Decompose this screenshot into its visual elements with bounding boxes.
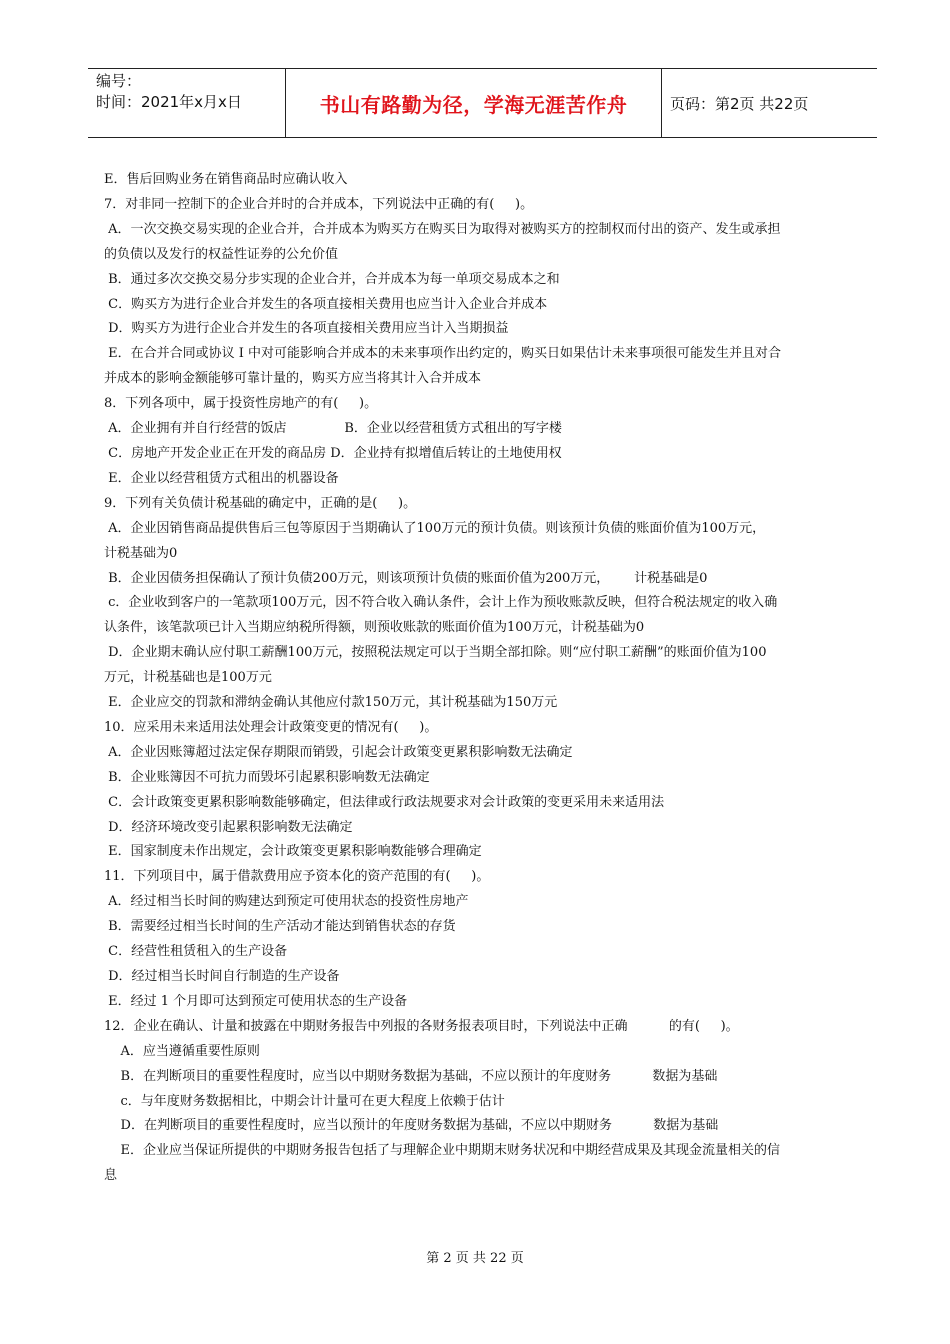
text-line: 息 [104,1168,118,1184]
text-line: 8．下列各项中，属于投资性房地产的有( )。 [104,396,378,412]
text-line: A．一次交换交易实现的企业合并，合并成本为购买方在购买日为取得对被购买方的控制权而付出的资产、发生或承担 [104,221,781,237]
text-line: C．经营性租赁租入的生产设备 [104,944,288,960]
text-line: 10．应采用未来适用法处理会计政策变更的情况有( )。 [104,719,438,735]
question-content [104,168,864,1189]
page-header [88,68,877,138]
text-line: A．企业因销售商品提供售后三包等原因于当期确认了100万元的预计负债。则该预计负债的账面价值为100万元， [104,520,766,536]
text-line: 11．下列项目中，属于借款费用应予资本化的资产范围的有( )。 [104,869,490,885]
text-line: 认条件，该笔款项已计入当期应纳税所得额，则预收账款的账面价值为100万元，计税基础为0 [104,620,645,636]
text-line: B．企业账簿因不可抗力而毁坏引起累积影响数无法确定 [104,769,430,785]
text-line: A．企业因账簿超过法定保存期限而销毁，引起会计政策变更累积影响数无法确定 [104,744,573,760]
text-line: B．需要经过相当长时间的生产活动才能达到销售状态的存货 [104,919,456,935]
text-line: 7．对非同一控制下的企业合并时的合并成本，下列说法中正确的有( )。 [104,196,534,212]
text-line: E．经过 1 个月即可达到预定可使用状态的生产设备 [104,993,408,1009]
text-line: A．经过相当长时间的购建达到预定可使用状态的投资性房地产 [104,894,469,910]
text-line: 9．下列有关负债计税基础的确定中，正确的是( )。 [104,495,417,511]
text-line: A．应当遵循重要性原则 [104,1043,260,1059]
text-line: 的负债以及发行的权益性证券的公允价值 [104,246,339,262]
text-line: E．企业以经营租赁方式租出的机器设备 [104,470,339,486]
page-footer: 第 2 页 共 22 页 [426,1251,524,1266]
text-line: 12．企业在确认、计量和披露在中期财务报告中列报的各财务报表项目时，下列说法中正确 的有( )。 [104,1018,739,1034]
text-line: D．经过相当长时间自行制造的生产设备 [104,969,340,984]
text-line: D．在判断项目的重要性程度时，应当以预计的年度财务数据为基础，不应以中期财务 数据为基础 [104,1118,719,1134]
header-page-number: 页码：第2页 共22页 [670,94,809,113]
text-line: B．通过多次交换交易分步实现的企业合并，合并成本为每一单项交易成本之和 [104,271,560,287]
text-line: B．企业因债务担保确认了预计负债200万元，则该项预计负债的账面价值为200万元， 计税基础是0 [104,570,708,586]
text-line: A．企业拥有并自行经营的饭店 B．企业以经营租赁方式租出的写字楼 [104,421,562,437]
text-line: 计税基础为0 [104,545,178,561]
text-line: D．经济环境改变引起累积影响数无法确定 [104,819,353,835]
text-line: 并成本的影响金额能够可靠计量的，购买方应当将其计入合并成本 [104,371,482,387]
header-motto: 书山有路勤为径，学海无涯苦作舟 [286,69,662,137]
text-line: D．购买方为进行企业合并发生的各项直接相关费用应当计入当期损益 [104,321,509,337]
text-line: 万元，计税基础也是100万元 [104,670,272,686]
header-meta [88,69,286,137]
text-line: E．企业应交的罚款和滞纳金确认其他应付款150万元，其计税基础为150万元 [104,695,558,711]
text-line: B．在判断项目的重要性程度时，应当以中期财务数据为基础，不应以预计的年度财务 数据为基础 [104,1068,718,1084]
text-line: D．企业期末确认应付职工薪酬100万元，按照税法规定可以于当期全部扣除。则“应付职工薪酬”的账面价值为100 [104,645,767,661]
text-line: C．房地产开发企业正在开发的商品房 D．企业持有拟增值后转让的土地使用权 [104,445,562,461]
document-number-label: 编号： [96,72,142,90]
text-line: C．购买方为进行企业合并发生的各项直接相关费用也应当计入企业合并成本 [104,296,548,312]
text-line: E．企业应当保证所提供的中期财务报告包括了与理解企业中期期末财务状况和中期经营成果及其现金流量相关的信 [104,1143,781,1159]
text-line: E．售后回购业务在销售商品时应确认收入 [104,172,348,187]
text-line: c．企业收到客户的一笔款项100万元，因不符合收入确认条件，会计上作为预收账款反映，但符合税法规定的收入确 [104,595,778,611]
text-line: E．在合并合同或协议 I 中对可能影响合并成本的未来事项作出约定的，购买日如果估计未来事项很可能发生并且对合 [104,346,782,362]
text-line: E．国家制度未作出规定，会计政策变更累积影响数能够合理确定 [104,844,482,860]
text-line: C．会计政策变更累积影响数能够确定，但法律或行政法规要求对会计政策的变更采用未来适用法 [104,794,665,810]
document-time-label: 时间：2021年x月x日 [96,93,242,111]
text-line: c．与年度财务数据相比，中期会计计量可在更大程度上依赖于估计 [104,1093,505,1109]
